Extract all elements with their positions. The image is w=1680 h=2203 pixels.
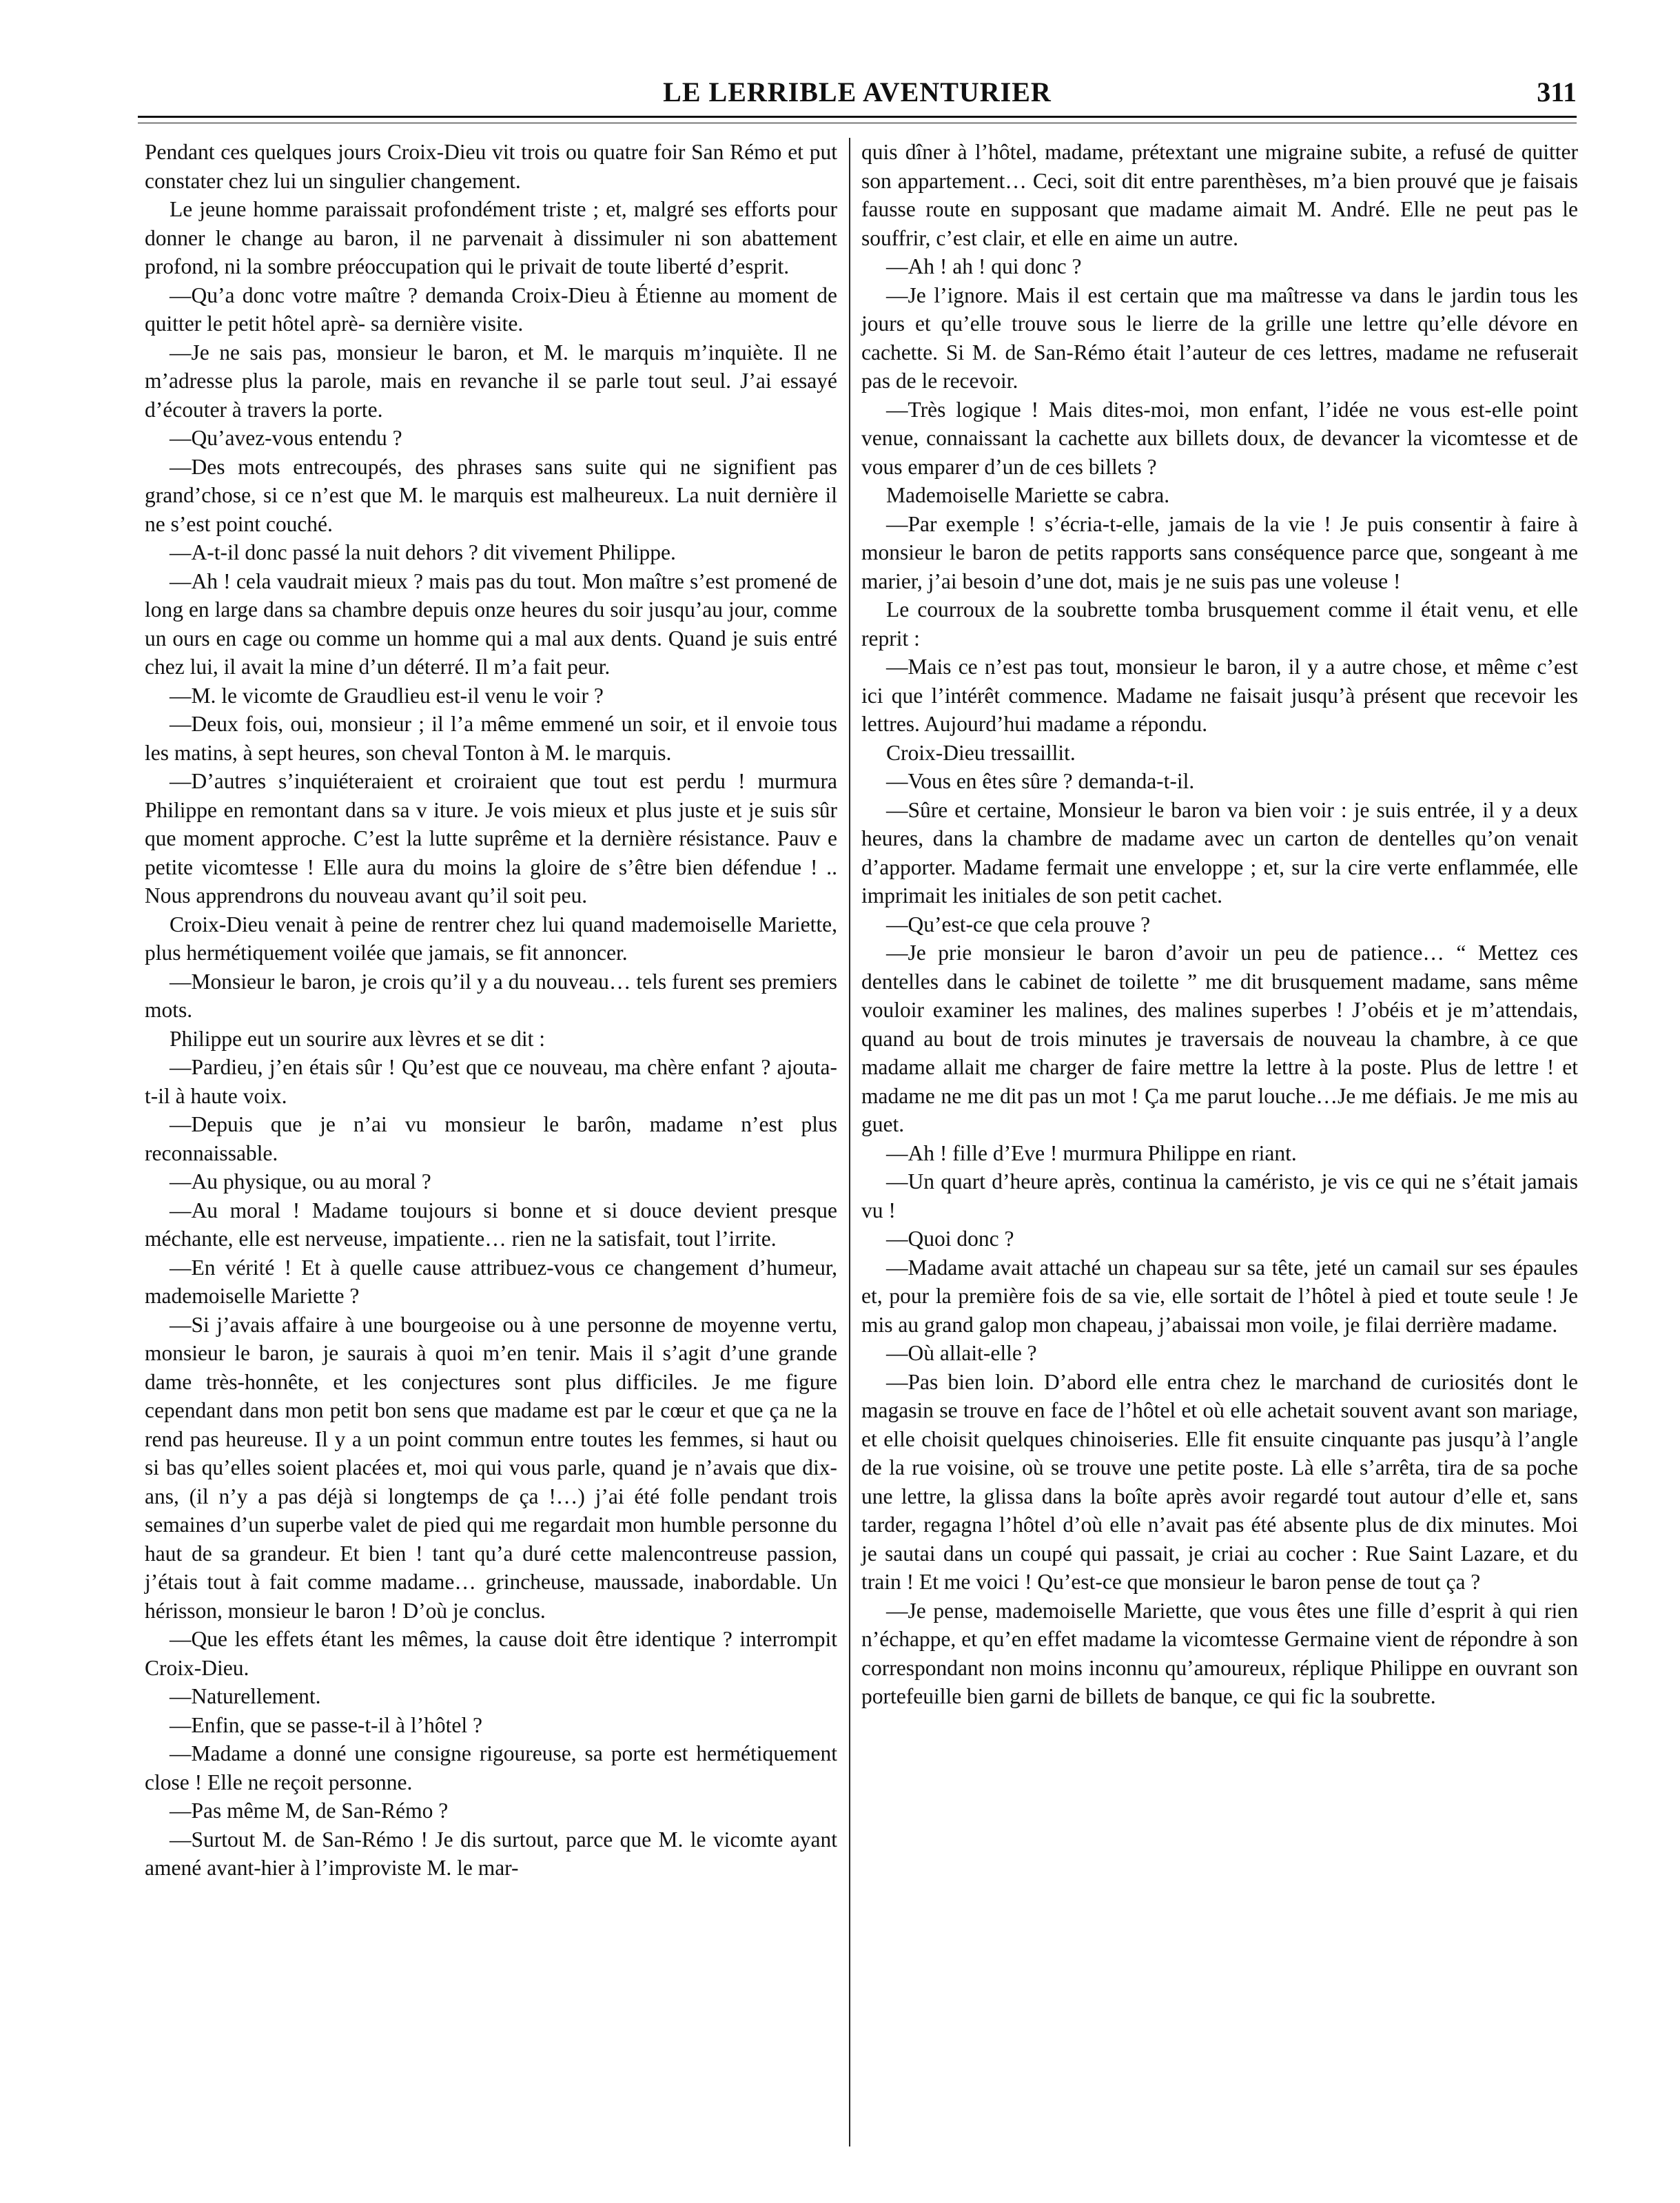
paragraph: —Enfin, que se passe-t-il à l’hôtel ?: [170, 1712, 482, 1737]
paragraph: —Quoi donc ?: [886, 1227, 1014, 1251]
paragraph: —Qu’est-ce que cela prouve ?: [886, 912, 1151, 936]
paragraph: —Monsieur le baron, je crois qu’il y a du nouveau… tels furent ses premiers mots.: [145, 969, 837, 1022]
paragraph: —Deux fois, oui, monsieur ; il l’a même emmené un soir, et il envoie tous les matins, à sept heures, son cheval Tonton à M. le marquis.: [145, 712, 837, 765]
paragraph: —Des mots entrecoupés, des phrases sans suite qui ne signifient pas grand’chose, si ce n’est que M. le marquis est malheureux. La nuit dernière il ne s’est point couché.: [145, 454, 837, 536]
paragraph: —Depuis que je n’ai vu monsieur le barôn, madame n’est plus reconnaissable.: [145, 1112, 837, 1165]
paragraph: —Ah ! cela vaudrait mieux ? mais pas du tout. Mon maître s’est promené de long en large dans sa chambre depuis onze heures du soir jusqu’au jour, comme un ours en cage ou comme un homme qui a mal aux dents. Quand je suis entré chez lui, il avait la mine d’un déterré. Il m’a fait peur.: [145, 568, 837, 679]
paragraph: —Madame a donné une consigne rigoureuse, sa porte est hermétiquement close ! Elle ne reçoit personne.: [145, 1741, 837, 1794]
paragraph: —Surtout M. de San-Rémo ! Je dis surtout, parce que M. le vicomte ayant amené avant-hier à l’improviste M. le mar-: [145, 1827, 837, 1880]
paragraph: —Qu’avez-vous entendu ?: [170, 426, 402, 450]
left-column: [145, 138, 837, 1883]
paragraph: Le jeune homme paraissait profondément triste ; et, malgré ses efforts pour donner le change au baron, il ne parvenait à dissimuler ni son abattement profond, ni la sombre préoccupation qui le privait de toute liberté d’esprit.: [145, 197, 837, 278]
paragraph: —Vous en êtes sûre ? demanda-t-il.: [886, 769, 1195, 793]
paragraph: —Par exemple ! s’écria-t-elle, jamais de la vie ! Je puis consentir à faire à monsieur le baron de petits rapports sans conséquence parce que, songeant à me marier, j’ai besoin d’une dot, mais je ne suis pas une voleuse !: [861, 511, 1578, 593]
paragraph: —Je l’ignore. Mais il est certain que ma maîtresse va dans le jardin tous les jours et qu’elle trouve sous le lierre de la grille une lettre qu’elle dévore en cachette. Si M. de San-Rémo était l’auteur de ces lettres, madame ne refuserait pas de le recevoir.: [861, 283, 1578, 393]
paragraph: —D’autres s’inquiéteraient et croiraient que tout est perdu ! murmura Philippe en remontant dans sa v iture. Je vois mieux et plus juste et je suis sûr que moment approche. C’est la lutte suprême et la dernière résistance. Pauv e petite vicomtesse ! Elle aura du moins la gloire de s’être bien défendue ! .. Nous apprendrons du nouveau avant qu’il soit peu.: [145, 769, 837, 908]
paragraph: —En vérité ! Et à quelle cause attribuez-vous ce changement d’humeur, mademoiselle Mariette ?: [145, 1255, 837, 1308]
paragraph: —Pas même M, de San-Rémo ?: [170, 1799, 449, 1823]
paragraph: Philippe eut un sourire aux lèvres et se dit :: [170, 1026, 546, 1051]
paragraph: —Naturellement.: [170, 1684, 321, 1708]
paragraph: —A-t-il donc passé la nuit dehors ? dit vivement Philippe.: [170, 540, 676, 564]
paragraph: Pendant ces quelques jours Croix-Dieu vit trois ou quatre foir San Rémo et put constater chez lui un singulier changement.: [145, 140, 837, 193]
paragraph: —Au physique, ou au moral ?: [170, 1169, 431, 1193]
paragraph: —Ah ! ah ! qui donc ?: [886, 254, 1082, 278]
paragraph: —Qu’a donc votre maître ? demanda Croix-Dieu à Étienne au moment de quitter le petit hôtel aprè- sa dernière visite.: [145, 283, 837, 336]
paragraph: —Ah ! fille d’Eve ! murmura Philippe en riant.: [886, 1140, 1297, 1165]
paragraph: quis dîner à l’hôtel, madame, prétextant une migraine subite, a refusé de quitter son appartement… Ceci, soit dit entre parenthèses, m’a bien prouvé que je faisais fausse route en supposant que madame aimait M. André. Elle ne peut pas le souffrir, c’est clair, et elle en aime un autre.: [861, 140, 1578, 250]
paragraph: Mademoiselle Mariette se cabra.: [886, 483, 1170, 507]
header-rule-thick: [138, 116, 1577, 118]
page-header: [138, 76, 1577, 117]
paragraph: —Sûre et certaine, Monsieur le baron va bien voir : je suis entrée, il y a deux heures, dans la chambre de madame avec un carton de dentelles qu’on venait d’apporter. Madame fermait une enveloppe ; et, sur la cire verte enflammée, elle imprimait les initiales de son petit cachet.: [861, 797, 1578, 908]
paragraph: Croix-Dieu venait à peine de rentrer chez lui quand mademoiselle Mariette, plus hermétiquement voilée que jamais, se fit annoncer.: [145, 912, 837, 965]
paragraph: —Au moral ! Madame toujours si bonne et si douce devient presque méchante, elle est nerveuse, impatiente… rien ne la satisfait, tout l’irrite.: [145, 1198, 837, 1251]
paragraph: —Madame avait attaché un chapeau sur sa tête, jeté un camail sur ses épaules et, pour la première fois de sa vie, elle sortait de l’hôtel à pied et toute seule ! Je mis au grand galop mon chapeau, j’abaissai mon voile, je filai derrière madame.: [861, 1255, 1578, 1337]
paragraph: —Je prie monsieur le baron d’avoir un peu de patience… “ Mettez ces dentelles dans le cabinet de toilette ” me dit brusquement madame, sans même vouloir examiner les malines, des malines superbes ! J’obéis et je m’attendais, quand au bout de trois minutes je traversais de nouveau la chambre, à ce que madame allait me charger de faire mettre la lettre à la poste. Plus de lettre ! et madame ne me dit pas un mot ! Ça me parut louche…Je me défiais. Je me mis au guet.: [861, 941, 1578, 1136]
paragraph: —Je ne sais pas, monsieur le baron, et M. le marquis m’inquiète. Il ne m’adresse plus la parole, mais en revanche il se parle tout seul. J’ai essayé d’écouter à travers la porte.: [145, 340, 837, 422]
paragraph: —Un quart d’heure après, continua la caméristo, je vis ce qui ne s’était jamais vu !: [861, 1169, 1578, 1222]
page-number: 311: [1537, 76, 1577, 107]
paragraph: —Pardieu, j’en étais sûr ! Qu’est que ce nouveau, ma chère enfant ? ajouta-t-il à haute voix.: [145, 1055, 837, 1108]
paragraph: —Que les effets étant les mêmes, la cause doit être identique ? interrompit Croix-Dieu.: [145, 1627, 837, 1680]
paragraph: Le courroux de la soubrette tomba brusquement comme il était venu, et elle reprit :: [861, 597, 1578, 650]
paragraph: Croix-Dieu tressaillit.: [886, 740, 1076, 765]
paragraph: —Si j’avais affaire à une bourgeoise ou à une personne de moyenne vertu, monsieur le baron, je saurais à quoi m’en tenir. Mais il s’agit d’une grande dame très-honnête, et les conjectures sont plus difficiles. Je me figure cependant dans mon petit bon sens que madame est par le cœur et que ça ne la rend pas heureuse. Il y a un point commun entre toutes les femmes, si haut ou si bas qu’elles soient placées et, moi qui vous parle, quand je n’avais que dix-ans, (il n’y a pas déjà si longtemps de ça !…) j’ai été folle pendant trois semaines d’un superbe valet de pied qui me regardait mon humble personne du haut de sa grandeur. Et bien ! tant qu’a duré cette malencontreuse passion, j’étais tout à fait comme madame… grincheuse, maussade, inabordable. Un hérisson, monsieur le baron ! D’où je conclus.: [145, 1312, 837, 1623]
paragraph: —Pas bien loin. D’abord elle entra chez le marchand de curiosités dont le magasin se trouve en face de l’hôtel et où elle achetait souvent avant son mariage, et elle choisit quelques chinoiseries. Elle fit ensuite cinquante pas jusqu’à l’angle de la rue voisine, où se trouve une petite poste. Là elle s’arrêta, tira de sa poche une lettre, la glissa dans la boîte après avoir regardé tout autour d’elle et, sans tarder, regagna l’hôtel d’où elle n’avait pas été absente plus de dix minutes. Moi je sautai dans un coupé qui passait, je criai au cocher : Rue Saint Lazare, et du train ! Et me voici ! Qu’est-ce que monsieur le baron pense de tout ça ?: [861, 1369, 1578, 1594]
column-divider: [849, 138, 850, 2146]
paragraph: —Mais ce n’est pas tout, monsieur le baron, il y a autre chose, et même c’est ici que l’intérêt commence. Madame ne faisait jusqu’à présent que recevoir les lettres. Aujourd’hui madame a répondu.: [861, 655, 1578, 736]
paragraph: —M. le vicomte de Graudlieu est-il venu le voir ?: [170, 683, 604, 708]
running-title: LE LERRIBLE AVENTURIER: [663, 76, 1052, 107]
paragraph: —Où allait-elle ?: [886, 1341, 1037, 1365]
right-column: [861, 138, 1578, 1711]
paragraph: —Très logique ! Mais dites-moi, mon enfant, l’idée ne vous est-elle point venue, connaissant la cachette aux billets doux, de devancer la vicomtesse et de vous emparer d’un de ces billets ?: [861, 397, 1578, 479]
paragraph: —Je pense, mademoiselle Mariette, que vous êtes une fille d’esprit à qui rien n’échappe, et qu’en effet madame la vicomtesse Germaine vient de répondre à son correspondant non moins inconnu qu’amoureux, réplique Philippe en ouvrant son portefeuille bien garni de billets de banque, ce qui fic la soubrette.: [861, 1598, 1578, 1708]
